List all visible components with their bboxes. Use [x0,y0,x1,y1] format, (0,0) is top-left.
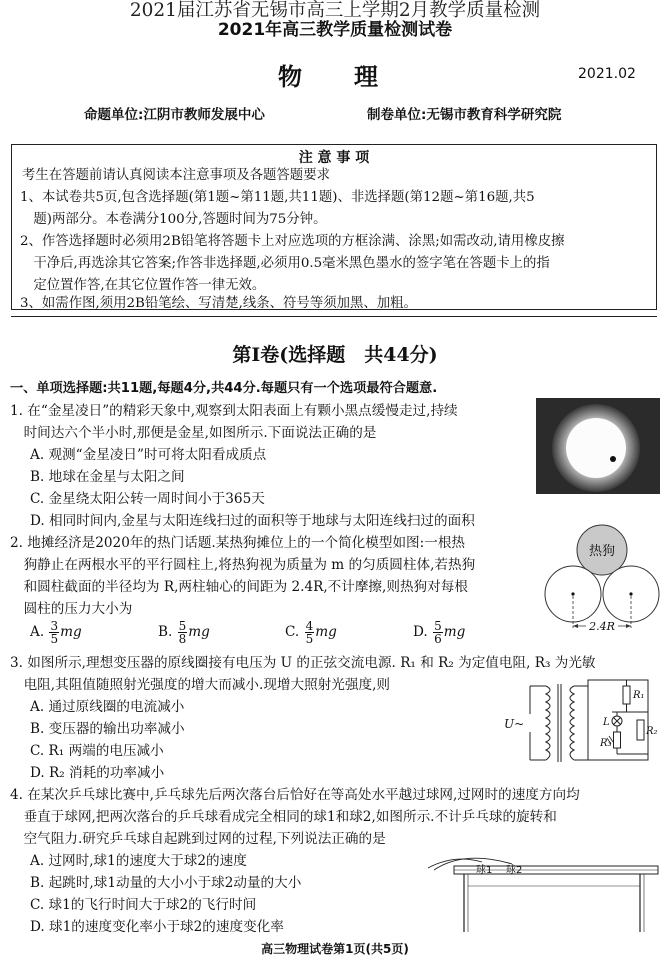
page-footer: 高三物理试卷第1页(共5页) [261,942,409,956]
r1-label: R₁ [633,690,645,701]
venus-dot [610,456,616,462]
option-label: C. [285,624,300,640]
ball-2-label: 球2 [506,865,523,876]
section-instruction: 一、单项选择题:共11题,每题4分,共44分.每题只有一个选项最符合题意. [10,381,438,396]
resistor-r2 [637,720,644,740]
distance-label: 2.4R [589,620,615,633]
notice-line: 定位置作答,在其它位置作答一律无效。 [20,278,266,293]
fraction: $\frac{4}{5}$ [305,619,314,646]
question-2-option-a [30,620,82,645]
question-1-option-a: A. 观测“金星凌日”时可将太阳看成质点 [30,447,267,463]
notice-title: 注 意 事 项 [298,150,370,166]
question-2-stem: 2. 地摊经济是2020年的热门话题.某热狗摊位上的一个简化模型如图:一根热 [10,535,466,551]
question-1-option-b: B. 地球在金星与太阳之间 [30,469,185,485]
notice-line: 3、如需作图,须用2B铅笔绘、写清楚,线条、符号等须加黑、加粗。 [20,296,417,311]
question-4-option-a: A. 过网时,球1的速度大于球2的速度 [30,853,247,869]
option-unit: mg [315,624,337,640]
option-unit: mg [60,624,82,640]
question-3-stem: 电阻,其阻值随照射光强度的增大而减小.现增大照射光强度,则 [10,677,390,693]
notice-line: 1、本试卷共5页,包含选择题(第1题~第11题,共11题)、非选择题(第12题~第16题,共5 [20,190,535,205]
transformer-circuit [500,676,664,768]
subject-title: 物 理 [278,63,392,91]
question-1-option-c: C. 金星绕太阳公转一周时间小于365天 [30,491,265,507]
question-3-stem: 3. 如图所示,理想变压器的原线圈接有电压为 U 的正弦交流电源. R₁ 和 R₂ 为定值电阻, R₃ 为光敏 [10,655,596,671]
fraction: $\frac{5}{8}$ [178,619,187,646]
notice-box [11,144,657,310]
exam-date: 2021.02 [578,66,636,82]
venus-transit-photo [536,398,660,494]
question-1-stem: 1. 在“金星凌日”的精彩天象中,观察到太阳表面上有颗小黑点缓慢走过,持续 [10,403,458,419]
r3-label: R₃ [600,738,612,749]
notice-line: 干净后,再选涂其它答案;作答非选择题,必须用0.5毫米黑色墨水的签字笔在答题卡上的指 [20,256,550,271]
ping-pong-table-figure [424,846,660,934]
option-unit: mg [188,624,210,640]
question-2-option-d [413,620,465,645]
resistor-r3 [614,732,621,748]
secondary-coil [570,686,574,760]
question-1-stem: 时间达六个半小时,那便是金星,如图所示.下面说法正确的是 [10,425,377,441]
question-2-stem: 和圆柱截面的半径均为 R,两柱轴心的间距为 2.4R,不计摩擦,则热狗对每根 [10,579,468,595]
option-label: D. [413,624,428,640]
hotdog-figure [540,522,664,640]
primary-coil [546,686,550,760]
question-2-stem: 圆柱的压力大小为 [10,601,133,617]
lamp-label: L [603,717,610,728]
notice-line: 2、作答选择题时必须用2B铅笔将答题卡上对应选项的方框涂满、涂黑;如需改动,请用橡皮擦 [20,234,565,249]
question-4-option-b: B. 起跳时,球1动量的大小小于球2动量的大小 [30,875,302,891]
watermark-title: 2021届江苏省无锡市高三上学期2月教学质量检测 [129,0,541,21]
producer-unit: 制卷单位:无锡市教育科学研究院 [367,107,562,123]
question-1-option-d: D. 相同时间内,金星与太阳连线扫过的面积等于地球与太阳连线扫过的面积 [30,513,475,529]
ball-1-label: 球1 [476,865,493,876]
section-title: 第Ⅰ卷(选择题 共44分) [232,344,438,366]
question-3-option-c: C. R₁ 两端的电压减小 [30,743,164,759]
notice-line: 题)两部分。本卷满分100分,答题时间为75分钟。 [20,212,327,227]
resistor-r1 [623,686,630,704]
question-4-stem: 4. 在某次乒乓球比赛中,乒乓球先后两次落台后恰好在等高处水平越过球网,过网时的速度方向均 [10,787,580,803]
voltage-source-label: U~ [504,717,525,731]
hotdog-label: 热狗 [588,544,616,559]
question-2-option-b [158,620,210,645]
divider [11,316,657,317]
r2-label: R₂ [646,726,658,737]
question-3-option-d: D. R₂ 消耗的功率减小 [30,765,165,781]
question-2-stem: 狗静止在两根水平的平行圆柱上,将热狗视为质量为 m 的匀质圆柱体,若热狗 [10,557,476,573]
question-4-stem: 空气阻力.研究乒乓球自起跳到过网的过程,下列说法正确的是 [10,831,386,847]
fraction: $\frac{3}{5}$ [50,619,59,646]
question-4-option-d: D. 球1的速度变化率小于球2的速度变化率 [30,919,284,935]
question-3-option-a: A. 通过原线圈的电流减小 [30,699,185,715]
notice-line: 考生在答题前请认真阅读本注意事项及各题答题要求 [22,168,330,183]
fraction: $\frac{5}{6}$ [434,619,442,646]
option-unit: mg [443,624,466,640]
question-4-option-c: C. 球1的飞行时间大于球2的飞行时间 [30,897,257,913]
option-label: B. [158,624,173,640]
option-label: A. [30,624,45,640]
question-3-option-b: B. 变压器的输出功率减小 [30,721,185,737]
question-2-option-c [285,620,337,645]
question-4-stem: 垂直于球网,把两次落台的乒乓球看成完全相同的球1和球2,如图所示.不计乒乓球的旋转和 [10,809,557,825]
proposer-unit: 命题单位:江阴市教师发展中心 [84,107,265,123]
exam-title: 2021年高三教学质量检测试卷 [217,20,453,40]
